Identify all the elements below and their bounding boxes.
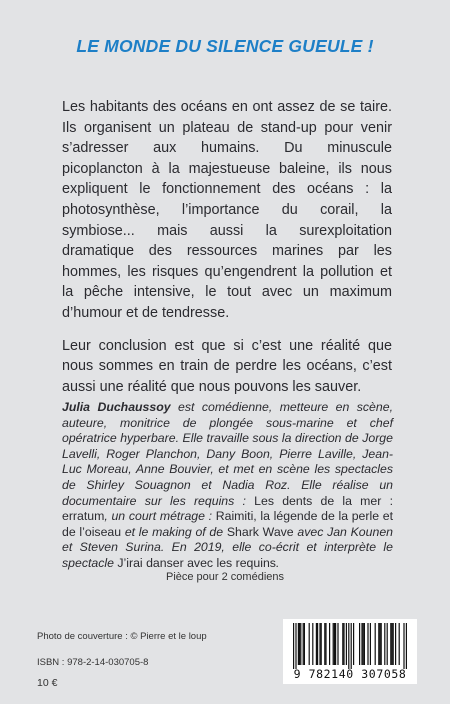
barcode-bar <box>335 623 336 665</box>
bio-text-3: et le making of de <box>121 524 227 539</box>
barcode-bar <box>295 623 296 669</box>
barcode-bar <box>317 623 318 665</box>
barcode-bar <box>363 623 364 665</box>
barcode-bar <box>379 623 380 665</box>
bio-title-documentary: Les dents de la mer : erratum <box>62 493 393 524</box>
barcode-bar <box>343 623 344 665</box>
barcode-bar <box>378 623 379 665</box>
barcode-bar <box>351 623 352 669</box>
barcode-bar <box>293 623 294 669</box>
author-name: Julia Duchaussoy <box>62 400 171 414</box>
bio-text-4: avec Jan Kounen et Steven Surina. En 2019, elle co-écrit et interprète le spectacle <box>62 524 394 570</box>
barcode-bar <box>384 623 385 665</box>
barcode-bar <box>303 623 304 665</box>
barcode-bar <box>321 623 322 665</box>
barcode-bar <box>375 623 376 665</box>
barcode-bar <box>353 623 354 665</box>
barcode-bar <box>348 623 349 669</box>
barcode-bar <box>387 623 388 665</box>
barcode-bar <box>346 623 347 665</box>
barcode-bar <box>393 623 394 665</box>
barcode-bar <box>333 623 334 665</box>
photo-credit: Photo de couverture : © Pierre et le loup <box>37 631 207 642</box>
barcode-bar <box>406 623 407 669</box>
bio-title-show: J’irai danser avec les requins <box>117 555 276 570</box>
barcode <box>283 619 417 684</box>
barcode-bar <box>329 623 330 665</box>
barcode-bar <box>312 623 313 665</box>
barcode-bar <box>300 623 301 665</box>
barcode-bar <box>391 623 392 665</box>
barcode-digits: 9 782140 307058 <box>293 667 407 681</box>
barcode-bar <box>364 623 365 665</box>
bio-title-making-of: Shark Wave <box>226 524 294 539</box>
author-bio <box>62 400 393 572</box>
barcode-bar <box>334 623 335 665</box>
cast-note: Pièce pour 2 comédiens <box>165 571 284 583</box>
barcode-bar <box>361 623 362 665</box>
barcode-bar <box>325 623 326 665</box>
book-title: LE MONDE DU SILENCE GUEULE ! <box>76 36 374 56</box>
barcode-bar <box>367 623 368 665</box>
blurb <box>62 97 392 409</box>
bio-text-2: , un court métrage : <box>104 509 216 524</box>
price: 10 € <box>37 677 58 689</box>
bio-text-1: est comédienne, metteure en scène, auteure, monitrice de plongée sous-marine et chef opératrice hyperbare. Elle travaille sous la direction de Jorge Lavelli, Roger Planchon, Dany Boon, Pierre Laville, Jean-Luc Moreau, Anne Bouvier, et met en scène les spectacles de Shirley Souagnon et Nadia Roz. Elle réalise un documentaire sur les requins : <box>62 400 393 508</box>
barcode-bar <box>319 623 320 665</box>
barcode-bar <box>324 623 325 665</box>
barcode-bar <box>399 623 400 665</box>
barcode-bar <box>359 623 360 665</box>
blurb-paragraph-1: Les habitants des océans en ont assez de se taire. Ils organisent un plateau de stand-up pour venir s’adresser aux humains. Du minuscule picoplancton à la majestueuse baleine, ils nous expliquent le fonctionnement des océans : la photosynthèse, l’importance du corail, la symbiose... mais aussi la surexploitation dramatique des ressources marines par les hommes, les risques qu’engendrent la pollution et la pêche intensive, le tout avec un maximum d’humour et de tendresse. <box>62 99 392 321</box>
barcode-bar <box>316 623 317 665</box>
barcode-bar <box>309 623 310 665</box>
barcode-bars <box>289 623 411 669</box>
bio-title-short-film: Raimiti, la légende de la perle et de l’oiseau <box>62 509 393 539</box>
barcode-bar <box>342 623 343 665</box>
bio-text-5: . <box>275 555 280 570</box>
barcode-bar <box>337 623 338 665</box>
barcode-bar <box>381 623 382 665</box>
isbn: ISBN : 978-2-14-030705-8 <box>37 657 149 668</box>
barcode-bar <box>395 623 396 665</box>
barcode-bar <box>304 623 305 665</box>
barcode-bar <box>370 623 371 665</box>
barcode-bar <box>299 623 300 665</box>
barcode-bar <box>390 623 391 665</box>
blurb-paragraph-2: Leur conclusion est que si c’est une réalité que nous sommes en train de perdre les océans, c’est aussi une réalité que nous pouvons les sauver. <box>62 337 392 395</box>
barcode-bar <box>298 623 299 665</box>
barcode-bar <box>403 623 404 669</box>
